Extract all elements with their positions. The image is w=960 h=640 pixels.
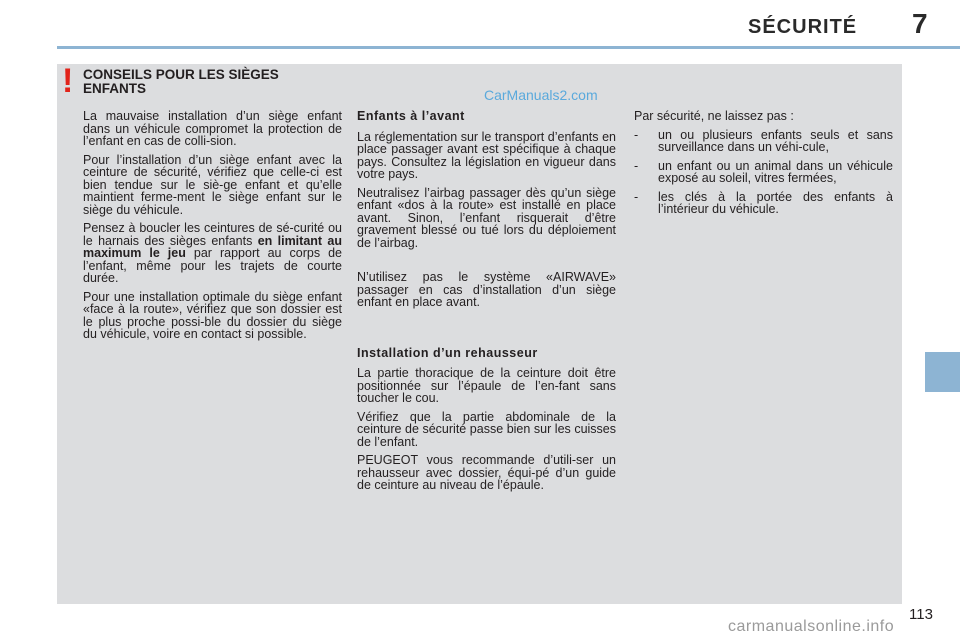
paragraph: Neutralisez l’airbag passager dès qu’un siège enfant «dos à la route» est installé en place avant. Sinon, l’enfant risquerait d’être gravement blessé ou tué lors du déploiement de l’airbag. <box>357 185 616 250</box>
paragraph-text: par rapport au corps de l’enfant, même pour les trajets de courte durée. <box>83 246 342 285</box>
paragraph <box>83 222 342 285</box>
column-3 <box>634 110 893 222</box>
paragraph: Pour une installation optimale du siège enfant «face à la route», vérifiez que son dossier est le plus proche possi-ble du dossier du siège du véhicule, voire en contact si possible. <box>83 289 342 341</box>
header-divider <box>57 46 960 49</box>
subheading-booster: Installation d’un rehausseur <box>357 345 538 360</box>
footer-watermark[interactable]: carmanualsonline.info <box>728 618 895 635</box>
list-item: - les clés à la portée des enfants à l’intérieur du véhicule. <box>634 191 893 216</box>
watermark-link[interactable]: CarManuals2.com <box>484 87 598 103</box>
paragraph: La mauvaise installation d’un siège enfant dans un véhicule compromet la protection de l’enfant en cas de colli-sion. <box>83 109 342 148</box>
paragraph: La partie thoracique de la ceinture doit être positionnée sur l’épaule de l’en-fant sans toucher le cou. <box>357 366 616 405</box>
section-title <box>83 68 353 96</box>
emphasis-text: en limitant au maximum le jeu <box>83 233 342 260</box>
paragraph: N’utilisez pas le système «AIRWAVE» passager en cas d’installation d’un siège enfant en place avant. <box>357 270 616 309</box>
chapter-tab[interactable] <box>925 352 960 392</box>
subheading-front-children: Enfants à l’avant <box>357 109 465 123</box>
chapter-number: 7 <box>912 8 928 39</box>
column-1 <box>83 110 342 347</box>
section-title-line1: CONSEILS POUR LES SIÈGES <box>83 67 279 82</box>
paragraph: Pour l’installation d’un siège enfant avec la ceinture de sécurité, vérifiez que celle-ci est bien tendue sur le siè-ge enfant et qu’elle maintient ferme-ment le siège enfant sur le siège du véhicule. <box>83 152 342 217</box>
list-item: - un ou plusieurs enfants seuls et sans surveillance dans un véhi-cule, <box>634 129 893 154</box>
paragraph-text: Pensez à boucler les ceintures de sé-curité ou le harnais des sièges enfants <box>83 221 342 248</box>
column-2 <box>357 110 616 498</box>
warning-icon: ! <box>62 62 74 100</box>
section-title-line2: ENFANTS <box>83 81 147 96</box>
paragraph: Par sécurité, ne laissez pas : <box>634 109 794 123</box>
paragraph: La réglementation sur le transport d’enfants en place passager avant est spécifique à chaque pays. Consultez la législation en vigueur dans votre pays. <box>357 129 616 181</box>
page-number: 113 <box>909 606 933 623</box>
paragraph: Vérifiez que la partie abdominale de la ceinture de sécurité passe bien sur les cuisses de l’enfant. <box>357 409 616 449</box>
safety-list <box>634 129 893 216</box>
paragraph: PEUGEOT vous recommande d’utili-ser un rehausseur avec dossier, équi-pé d’un guide de ceinture au niveau de l’épaule. <box>357 453 616 492</box>
chapter-title: SÉCURITÉ <box>748 16 858 38</box>
list-item: - un enfant ou un animal dans un véhicule exposé au soleil, vitres fermées, <box>634 160 893 185</box>
